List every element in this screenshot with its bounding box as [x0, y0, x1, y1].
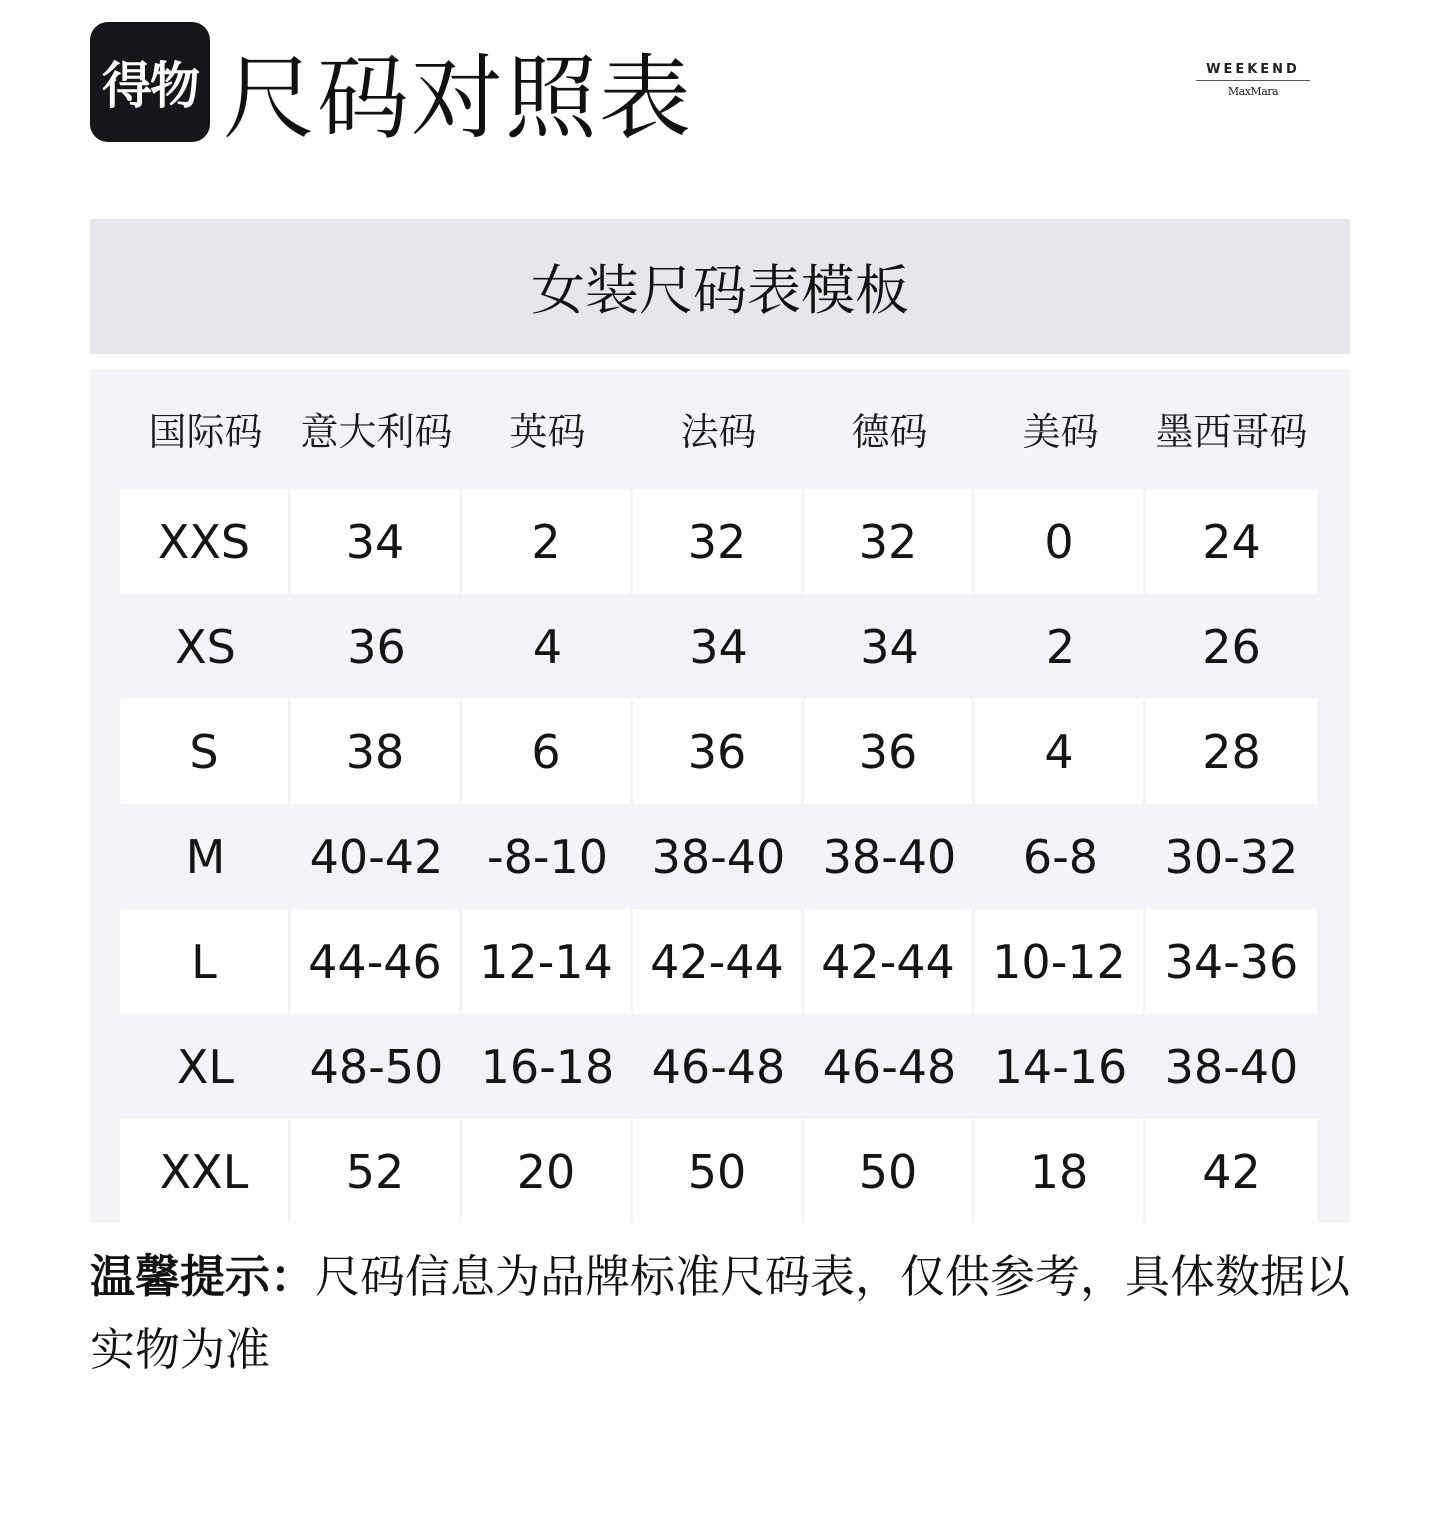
table-cell: 30-32: [1146, 804, 1317, 909]
table-cell: XL: [120, 1014, 291, 1119]
table-cell: S: [120, 699, 291, 804]
app-logo: 得物: [90, 22, 210, 142]
table-row: [120, 804, 1317, 909]
brand-logo-line1: WEEKEND: [1196, 62, 1310, 81]
table-cell: 38-40: [633, 804, 804, 909]
column-header-germany: 德码: [851, 409, 928, 454]
table-cell: L: [120, 909, 291, 1014]
table-cell: 24: [1146, 489, 1317, 594]
table-cell: 42-44: [633, 909, 804, 1014]
table-cell: 36: [804, 699, 975, 804]
table-cell: 40-42: [291, 804, 462, 909]
table-cell: 6-8: [975, 804, 1146, 909]
table-cell: 46-48: [804, 1014, 975, 1119]
table-cell: 34: [804, 594, 975, 699]
column-header-uk: 英码: [509, 409, 586, 454]
brand-logo: [1196, 62, 1310, 98]
table-cell: 10-12: [975, 909, 1146, 1014]
table-row: [120, 1014, 1317, 1119]
table-header-row: [120, 369, 1317, 487]
column-header-france: 法码: [680, 409, 757, 454]
column-header-international: 国际码: [148, 409, 263, 454]
table-cell: 4: [975, 699, 1146, 804]
table-cell: 34-36: [1146, 909, 1317, 1014]
size-table: [90, 369, 1350, 1223]
table-cell: 38: [291, 699, 462, 804]
table-cell: 2: [462, 489, 633, 594]
table-cell: 46-48: [633, 1014, 804, 1119]
column-header-italy: 意大利码: [300, 409, 453, 454]
note-label: 温馨提示：: [90, 1250, 316, 1303]
table-cell: 0: [975, 489, 1146, 594]
table-cell: 28: [1146, 699, 1317, 804]
table-cell: 36: [291, 594, 462, 699]
column-header-mexico: 墨西哥码: [1155, 409, 1308, 454]
table-cell: 20: [462, 1119, 633, 1223]
table-cell: XS: [120, 594, 291, 699]
table-cell: 2: [975, 594, 1146, 699]
brand-logo-line2: MaxMara: [1227, 85, 1279, 98]
table-cell: 42: [1146, 1119, 1317, 1223]
size-note: [90, 1240, 1355, 1386]
table-cell: 4: [462, 594, 633, 699]
column-header-us: 美码: [1022, 409, 1099, 454]
table-cell: 44-46: [291, 909, 462, 1014]
table-cell: 32: [633, 489, 804, 594]
table-cell: 18: [975, 1119, 1146, 1223]
table-cell: 36: [633, 699, 804, 804]
table-cell: 34: [291, 489, 462, 594]
page-header: [90, 22, 1350, 162]
table-cell: M: [120, 804, 291, 909]
table-row: [120, 489, 1317, 594]
page-title: 尺码对照表: [223, 45, 694, 152]
table-cell: 50: [633, 1119, 804, 1223]
table-cell: 38-40: [804, 804, 975, 909]
table-cell: XXL: [120, 1119, 291, 1223]
table-cell: 52: [291, 1119, 462, 1223]
table-cell: 16-18: [462, 1014, 633, 1119]
note-text: 尺码信息为品牌标准尺码表，仅供参考，具体数据以实物为准: [90, 1250, 1351, 1376]
table-cell: XXS: [120, 489, 291, 594]
table-row: [120, 909, 1317, 1014]
table-cell: 38-40: [1146, 1014, 1317, 1119]
table-row: [120, 594, 1317, 699]
table-cell: 12-14: [462, 909, 633, 1014]
table-cell: 50: [804, 1119, 975, 1223]
table-row: [120, 699, 1317, 804]
table-cell: 32: [804, 489, 975, 594]
table-title: 女装尺码表模板: [90, 219, 1350, 354]
table-cell: 42-44: [804, 909, 975, 1014]
table-cell: 14-16: [975, 1014, 1146, 1119]
table-row: [120, 1119, 1317, 1223]
table-cell: 34: [633, 594, 804, 699]
table-cell: 26: [1146, 594, 1317, 699]
table-cell: 48-50: [291, 1014, 462, 1119]
table-cell: -8-10: [462, 804, 633, 909]
table-cell: 6: [462, 699, 633, 804]
